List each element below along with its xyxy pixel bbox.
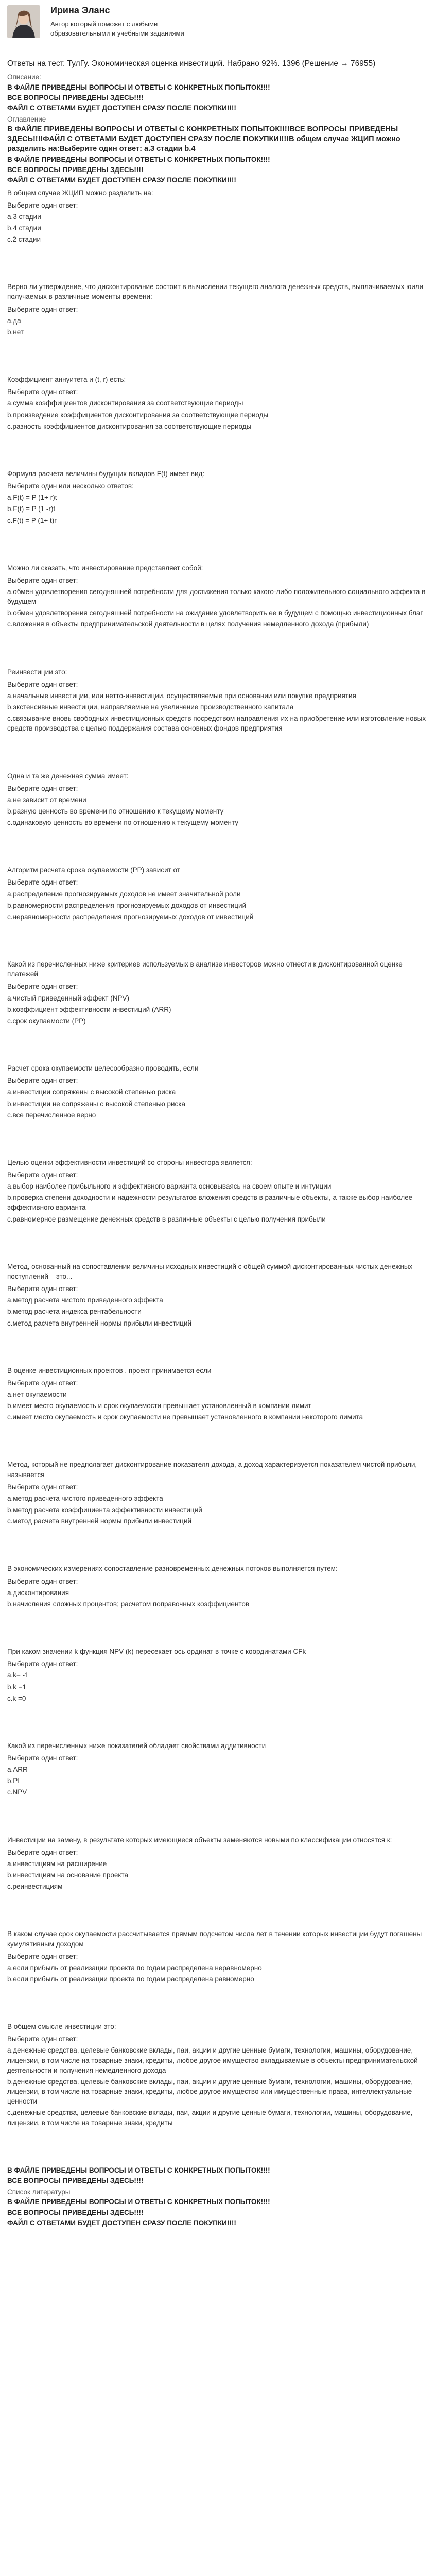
answer-options — [7, 691, 431, 734]
question-spacer — [7, 1122, 431, 1158]
answer-option: a.распределение прогнозируемых доходов не имеет значительной роли — [7, 890, 241, 898]
answer-option: c.срок окупаемости (PP) — [7, 1016, 86, 1025]
question-block — [7, 959, 431, 1026]
answer-option: c.одинаковую ценность во времени по отношению к текущему моменту — [7, 819, 239, 827]
answer-option: c.разность коэффициентов дисконтирования за соответствующие периоды — [7, 422, 252, 430]
answer-option: a.нет окупаемости — [7, 1391, 67, 1398]
question-text: Метод, основанный на сопоставлении величины исходных инвестиций с общей суммой дисконтированных чистых денежных поступлений – это... — [7, 1262, 413, 1280]
answer-option: b.обмен удовлетворения сегодняшней потребности на ожидание удовлетворить ее в будущем с помощью инвестиционных благ — [7, 609, 423, 617]
answer-options — [7, 993, 431, 1026]
toc-content: В ФАЙЛЕ ПРИВЕДЕНЫ ВОПРОСЫ И ОТВЕТЫ С КОНКРЕТНЫХ ПОПЫТОК!!!!ВСЕ ВОПРОСЫ ПРИВЕДЕНЫ ЗДЕСЬ!!!!ФАЙЛ С ОТВЕТАМИ БУДЕТ ДОСТУПЕН СРАЗУ ПОСЛЕ ПОКУПКИ!!!!В общем случае ЖЦИП можно разделить на:Выберите один ответ: a.3 стадии b.4 — [7, 125, 400, 154]
question-text: При каком значении k функция NPV (k) пересекает ось ординат в точке с координатами CFk — [7, 1648, 306, 1656]
answer-option: b.равномерности распределения прогнозируемых доходов от инвестиций — [7, 901, 247, 909]
question-text: Одна и та же денежная сумма имеет: — [7, 772, 129, 780]
question-text: Алгоритм расчета срока окупаемости (РР) зависит от — [7, 866, 180, 874]
author-block — [7, 4, 431, 59]
answer-option: c.вложения в объекты предпринимательской деятельности в целях получения немедленного дохода (прибыли) — [7, 620, 369, 629]
answer-option: b.произведение коэффициентов дисконтирования за соответствующие периоды — [7, 411, 269, 419]
question-spacer — [7, 1986, 431, 2022]
answer-option: b.начисления сложных процентов; расчетом поправочных коэффициентов — [7, 1600, 250, 1608]
answer-option: b.экстенсивные инвестиции, направляемые на увеличение производственного капитала — [7, 703, 294, 711]
question-block — [7, 1647, 431, 1703]
question-block — [7, 1564, 431, 1609]
answer-hint: Выберите один ответ: — [7, 1171, 78, 1179]
question-text: Расчет срока окупаемости целесообразно проводить, если — [7, 1064, 199, 1073]
answer-hint: Выберите один ответ: — [7, 1848, 78, 1856]
question-block — [7, 1929, 431, 1984]
question-text: Какой из перечисленных ниже критериев используемых в анализе инвесторов можно отнести к дисконтированной оценке платежей — [7, 960, 403, 978]
footer-banner-questions-with-answers: В ФАЙЛЕ ПРИВЕДЕНЫ ВОПРОСЫ И ОТВЕТЫ С КОНКРЕТНЫХ ПОПЫТОК!!!! — [7, 2166, 270, 2174]
answer-option: c.имеет место окупаемость и срок окупаемости не превышает установленного в компании некоторого лимита — [7, 1413, 363, 1421]
answer-option: a.ARR — [7, 1766, 28, 1774]
answer-options — [7, 1389, 431, 1422]
question-block — [7, 188, 431, 245]
question-text: Верно ли утверждение, что дисконтирование состоит в вычислении текущего аналога денежных средств, выплачиваемых юили получаемых в различные моменты времени: — [7, 283, 424, 301]
question-spacer — [7, 1330, 431, 1366]
questions-list — [7, 186, 431, 2128]
author-description: Автор который поможет с любыми образовательными и учебными заданиями — [50, 20, 184, 37]
answer-option: b.разную ценность во времени по отношению к текущему моменту — [7, 807, 224, 815]
question-text: В каком случае срок окупаемости рассчитывается прямым подсчетом числа лет в течении которых инвестиции будут погашены кумулятивным доходом — [7, 1930, 422, 1948]
answer-option: a.да — [7, 316, 21, 325]
question-text: В оценке инвестиционных проектов , проект принимается если — [7, 1366, 212, 1375]
answer-option: a.обмен удовлетворения сегодняшней потребности для достижения только какого-либо положительного социального эффекта в будущем — [7, 587, 426, 606]
question-block — [7, 1366, 431, 1422]
answer-hint: Выберите один ответ: — [7, 784, 78, 792]
answer-option: a.инвестиции сопряжены с высокой степенью риска — [7, 1088, 176, 1096]
answer-options — [7, 316, 431, 337]
footer-banner-all-questions: ВСЕ ВОПРОСЫ ПРИВЕДЕНЫ ЗДЕСЬ!!!! — [7, 2176, 144, 2184]
description-label: Описание: — [7, 73, 41, 81]
answer-option: b.имеет место окупаемость и срок окупаемости превышает установленный в компании лимит — [7, 1402, 311, 1410]
answer-options — [7, 1087, 431, 1120]
answer-options — [7, 795, 431, 827]
literature-banner-file-after-purchase: ФАЙЛ С ОТВЕТАМИ БУДЕТ ДОСТУПЕН СРАЗУ ПОСЛЕ ПОКУПКИ!!!! — [7, 2218, 236, 2227]
answer-options — [7, 493, 431, 525]
question-block — [7, 563, 431, 630]
answer-hint: Выберите один ответ: — [7, 1754, 78, 1762]
question-spacer — [7, 923, 431, 959]
answer-option: c.денежные средства, целевые банковские вклады, паи, акции и другие ценные бумаги, технологии, машины, оборудование, лицензии, в том числе на товарные знаки, кредиты — [7, 2109, 413, 2127]
answer-option: a.дисконтирования — [7, 1588, 69, 1597]
answer-options — [7, 212, 431, 244]
answer-hint: Выберите один ответ: — [7, 1379, 78, 1387]
answer-option: c.все перечисленное верно — [7, 1111, 96, 1119]
question-spacer — [7, 1893, 431, 1929]
answer-option: a.начальные инвестиции, или нетто-инвестиции, осуществляемые при основании или покупке предприятия — [7, 691, 356, 700]
answer-hint: Выберите один ответ: — [7, 982, 78, 991]
question-block — [7, 1460, 431, 1526]
question-text: Формула расчета величины будущих вкладов F(t) имеет вид: — [7, 469, 205, 478]
answer-option: a.выбор наиболее прибыльного и эффективного варианта основываясь на своем опыте и интуиции — [7, 1182, 332, 1191]
answer-option: a.3 стадии — [7, 212, 41, 221]
question-text: Реинвестиции это: — [7, 668, 67, 676]
question-block — [7, 865, 431, 922]
question-block — [7, 1063, 431, 1120]
question-text: В экономических измерениях сопоставление разновременных денежных потоков выполняется путем: — [7, 1565, 338, 1573]
answer-options — [7, 1859, 431, 1891]
question-spacer — [7, 246, 431, 282]
answer-option: a.денежные средства, целевые банковские вклады, паи, акции и другие ценные бумаги, технологии, машины, оборудование, лицензии, в том числе на товарные знаки, кредиты, любое другое имущество вкладываемые в объекты предпринимательской деятельности и получения немедленного дохода — [7, 2046, 418, 2074]
question-text: Метод, который не предполагает дисконтирование показателя дохода, а доход характеризуется показателем чистой прибыли, называется — [7, 1461, 417, 1479]
question-spacer — [7, 1528, 431, 1564]
answer-option: b.инвестициям на основание проекта — [7, 1871, 129, 1879]
question-block — [7, 1158, 431, 1224]
answer-hint: Выберите один ответ: — [7, 305, 78, 313]
answer-hint: Выберите один ответ: — [7, 576, 78, 584]
question-spacer — [7, 735, 431, 771]
question-text: Целью оценки эффективности инвестиций со стороны инвестора является: — [7, 1158, 252, 1166]
answer-option: a.F(t) = P (1+ r)t — [7, 494, 57, 502]
answer-hint: Выберите один ответ: — [7, 2035, 78, 2043]
answer-option: c.метод расчета внутренней нормы прибыли инвестиций — [7, 1517, 191, 1526]
answer-hint: Выберите один ответ: — [7, 1483, 78, 1491]
question-block — [7, 1835, 431, 1892]
question-text: Можно ли сказать, что инвестирование представляет собой: — [7, 564, 203, 572]
question-spacer — [7, 1423, 431, 1460]
answer-option: c.F(t) = P (1+ t)r — [7, 516, 57, 524]
question-text: Какой из перечисленных ниже показателей обладает свойствами аддитивности — [7, 1741, 266, 1750]
answer-hint: Выберите один ответ: — [7, 388, 78, 396]
question-block — [7, 771, 431, 828]
banner-questions-with-answers: В ФАЙЛЕ ПРИВЕДЕНЫ ВОПРОСЫ И ОТВЕТЫ С КОНКРЕТНЫХ ПОПЫТОК!!!! — [7, 83, 270, 91]
answer-option: a.инвестициям на расширение — [7, 1859, 107, 1868]
avatar[interactable] — [7, 5, 40, 38]
avatar-photo — [7, 5, 40, 38]
answer-option: b.метод расчета индекса рентабельности — [7, 1308, 142, 1316]
answer-hint: Выберите один ответ: — [7, 1077, 78, 1085]
answer-options — [7, 1963, 431, 1984]
question-block — [7, 375, 431, 431]
answer-option: b.k =1 — [7, 1683, 27, 1691]
answer-options — [7, 587, 431, 630]
answer-option: b.метод расчета коэффициента эффективности инвестиций — [7, 1506, 202, 1514]
answer-hint: Выберите один ответ: — [7, 1285, 78, 1293]
banner-all-questions: ВСЕ ВОПРОСЫ ПРИВЕДЕНЫ ЗДЕСЬ!!!! — [7, 93, 144, 101]
question-spacer — [7, 1799, 431, 1835]
question-spacer — [7, 1027, 431, 1063]
answer-options — [7, 1765, 431, 1797]
answer-options — [7, 1295, 431, 1328]
answer-option: a.сумма коэффициентов дисконтирования за соответствующие периоды — [7, 399, 243, 408]
answer-hint: Выберите один ответ: — [7, 878, 78, 887]
answer-option: b.проверка степени доходности и надежности результатов вложения средств в различные объекты, а также выбор наиболее эффективного варианта — [7, 1194, 413, 1212]
answer-option: a.если прибыль от реализации проекта по годам распределена неравномерно — [7, 1963, 262, 1972]
answer-options — [7, 1588, 431, 1609]
question-text: В общем случае ЖЦИП можно разделить на: — [7, 189, 153, 197]
answer-hint: Выберите один или несколько ответов: — [7, 482, 134, 490]
answer-hint: Выберите один ответ: — [7, 680, 78, 688]
answer-option: c.метод расчета внутренней нормы прибыли инвестиций — [7, 1319, 191, 1327]
question-spacer — [7, 1705, 431, 1741]
question-text: Инвестиции на замену, в результате которых имеющиеся объекты заменяются новыми по классификации относятся к: — [7, 1836, 392, 1844]
page-title: Ответы на тест. ТулГу. Экономическая оценка инвестиций. Набрано 92%. 1396 (Решение → 76955) — [7, 59, 376, 68]
banner-file-after-purchase: ФАЙЛ С ОТВЕТАМИ БУДЕТ ДОСТУПЕН СРАЗУ ПОСЛЕ ПОКУПКИ!!!! — [7, 104, 236, 112]
answer-option: a.метод расчета чистого приведенного эффекта — [7, 1494, 163, 1502]
toc-label: Оглавление — [7, 115, 46, 124]
answer-option: c.реинвестициям — [7, 1883, 63, 1891]
answer-hint: Выберите один ответ: — [7, 1660, 78, 1668]
answer-option: c.связывание вновь свободных инвестиционных средств посредством направления их на приобретение или изготовление новых средств производства с целью поддержания состава основных фондов предприятия — [7, 715, 426, 733]
answer-options — [7, 1494, 431, 1526]
question-block — [7, 1741, 431, 1798]
question-block — [7, 667, 431, 734]
answer-option: b.F(t) = P (1 -r)t — [7, 505, 56, 513]
answer-option: a.чистый приведенный эффект (NPV) — [7, 994, 129, 1002]
toc-banner-file-after-purchase: ФАЙЛ С ОТВЕТАМИ БУДЕТ ДОСТУПЕН СРАЗУ ПОСЛЕ ПОКУПКИ!!!! — [7, 176, 236, 184]
question-spacer — [7, 829, 431, 865]
question-spacer — [7, 1226, 431, 1262]
question-spacer — [7, 631, 431, 667]
toc-banner-all-questions: ВСЕ ВОПРОСЫ ПРИВЕДЕНЫ ЗДЕСЬ!!!! — [7, 166, 144, 174]
answer-option: b.инвестиции не сопряжены с высокой степенью риска — [7, 1099, 185, 1108]
question-block — [7, 2022, 431, 2128]
answer-hint: Выберите один ответ: — [7, 1952, 78, 1960]
question-block — [7, 1262, 431, 1328]
answer-options — [7, 1181, 431, 1224]
answer-options — [7, 398, 431, 431]
answer-option: b.4 стадии — [7, 224, 41, 232]
question-text: В общем смысле инвестиции это: — [7, 2023, 116, 2031]
spacer — [7, 2129, 431, 2165]
answer-option: b.PI — [7, 1777, 20, 1785]
answer-options — [7, 1670, 431, 1703]
toc-banner-questions-with-answers: В ФАЙЛЕ ПРИВЕДЕНЫ ВОПРОСЫ И ОТВЕТЫ С КОНКРЕТНЫХ ПОПЫТОК!!!! — [7, 155, 270, 163]
question-spacer — [7, 433, 431, 469]
answer-option: c.равномерное размещение денежных средств в различные объекты с целью получения прибыли — [7, 1215, 326, 1223]
question-text: Коэффициент аннуитета и (t, r) есть: — [7, 376, 126, 384]
answer-option: a.k= -1 — [7, 1671, 29, 1680]
answer-option: b.денежные средства, целевые банковские вклады, паи, акции и другие ценные бумаги, технологии, машины, оборудование, лицензии, в том числе на товарные знаки, кредиты, любое другое имущество или имущественные права, интеллектуальные ценности — [7, 2077, 413, 2106]
answer-hint: Выберите один ответ: — [7, 201, 78, 209]
answer-option: b.коэффициент эффективности инвестиций (ARR) — [7, 1005, 171, 1013]
answer-option: b.нет — [7, 328, 24, 336]
answer-option: c.2 стадии — [7, 235, 41, 244]
author-info — [50, 4, 189, 38]
answer-hint: Выберите один ответ: — [7, 1577, 78, 1585]
answer-option: c.неравномерности распределения прогнозируемых доходов от инвестиций — [7, 912, 254, 921]
answer-options — [7, 889, 431, 922]
answer-option: c.NPV — [7, 1788, 27, 1797]
answer-option: c.k =0 — [7, 1694, 26, 1702]
question-spacer — [7, 527, 431, 563]
literature-label: Список литературы — [7, 2188, 71, 2196]
question-spacer — [7, 338, 431, 375]
author-name[interactable]: Ирина Эланс — [50, 5, 110, 15]
literature-banner-all-questions: ВСЕ ВОПРОСЫ ПРИВЕДЕНЫ ЗДЕСЬ!!!! — [7, 2208, 144, 2216]
question-block — [7, 469, 431, 526]
answer-option: a.не зависит от времени — [7, 795, 86, 804]
answer-option: a.метод расчета чистого приведенного эффекта — [7, 1296, 163, 1304]
question-spacer — [7, 1611, 431, 1647]
answer-options — [7, 2045, 431, 2127]
question-block — [7, 282, 431, 337]
answer-option: b.если прибыль от реализации проекта по годам распределена равномерно — [7, 1975, 254, 1983]
literature-banner-questions-with-answers: В ФАЙЛЕ ПРИВЕДЕНЫ ВОПРОСЫ И ОТВЕТЫ С КОНКРЕТНЫХ ПОПЫТОК!!!! — [7, 2198, 270, 2206]
